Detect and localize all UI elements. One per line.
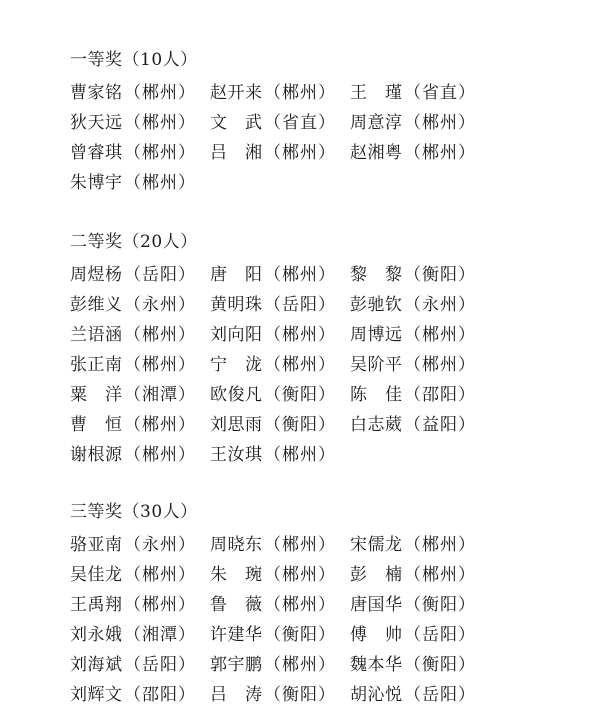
winner-name: 朱博宇 [70,173,122,193]
winner-rows [70,78,476,198]
winner-name: 王 瑾 [350,83,402,103]
winner-region: （郴州） [124,113,196,133]
winner-name: 魏本华 [350,655,402,675]
winner-region: （衡阳） [264,685,336,705]
winner-entry [210,290,336,320]
winner-entry [70,560,196,590]
winner-row [70,138,476,168]
winner-region: （郴州） [264,595,336,615]
winner-name: 王汝琪 [210,445,262,465]
winner-row [70,440,470,470]
winner-name: 周晓东 [210,535,262,555]
winner-region: （郴州） [124,445,196,465]
winner-region: （岳阳） [404,685,476,705]
winner-row [70,168,470,198]
winner-entry [210,650,336,680]
winner-region: （郴州） [124,355,196,375]
winner-region: （衡阳） [264,625,336,645]
section-first-prize [70,50,476,198]
winner-region: （永州） [404,295,476,315]
winner-entry [210,350,336,380]
winner-name: 白志葳 [350,415,402,435]
winner-region: （郴州） [124,325,196,345]
winner-region: （郴州） [264,535,336,555]
winner-region: （郴州） [264,265,336,285]
winner-entry [350,380,476,410]
winner-region: （郴州） [124,595,196,615]
winner-entry [350,290,476,320]
winner-name: 欧俊凡 [210,385,262,405]
section-third-prize [70,502,476,710]
winner-row [70,410,476,440]
winner-entry [210,530,336,560]
winner-region: （湘潭） [124,625,196,645]
winner-entry [350,320,476,350]
winner-name: 刘永娥 [70,625,122,645]
winner-name: 黎 黎 [350,265,402,285]
winner-region: （郴州） [404,113,476,133]
winner-region: （郴州） [404,325,476,345]
winner-name: 傅 帅 [350,625,402,645]
winner-entry [70,680,196,710]
winner-region: （岳阳） [124,655,196,675]
winner-name: 陈 佳 [350,385,402,405]
winner-rows [70,530,476,710]
winner-entry [210,560,336,590]
winner-region: （郴州） [124,173,196,193]
winner-region: （益阳） [404,415,476,435]
winner-row [70,260,476,290]
winner-entry [70,620,196,650]
winner-name: 吴阶平 [350,355,402,375]
winner-entry [350,260,476,290]
winner-entry [210,108,336,138]
winner-region: （郴州） [264,445,336,465]
winner-region: （郴州） [264,565,336,585]
winner-entry [350,138,476,168]
winner-region: （郴州） [264,655,336,675]
winner-region: （邵阳） [124,685,196,705]
winner-region: （省直） [404,83,476,103]
winner-name: 鲁 薇 [210,595,262,615]
winner-name: 粟 洋 [70,385,122,405]
winner-entry [70,260,196,290]
winner-entry [210,620,336,650]
winner-region: （岳阳） [124,265,196,285]
winner-region: （省直） [264,113,336,133]
winner-name: 彭驰钦 [350,295,402,315]
winner-entry [210,590,336,620]
section-heading: 一等奖（10人） [70,50,198,70]
winner-name: 刘向阳 [210,325,262,345]
winner-name: 骆亚南 [70,535,122,555]
winner-name: 唐国华 [350,595,402,615]
winner-region: （永州） [124,535,196,555]
winner-entry [70,350,196,380]
winner-row [70,350,476,380]
winner-name: 吴佳龙 [70,565,122,585]
winner-name: 兰语涵 [70,325,122,345]
winner-row [70,650,476,680]
winner-name: 刘海斌 [70,655,122,675]
winner-name: 彭 楠 [350,565,402,585]
winner-name: 彭维义 [70,295,122,315]
winner-region: （郴州） [264,325,336,345]
winner-row [70,290,476,320]
winner-name: 王禹翔 [70,595,122,615]
winner-region: （郴州） [124,143,196,163]
winner-name: 周煜杨 [70,265,122,285]
winner-region: （衡阳） [404,655,476,675]
winner-name: 周意淳 [350,113,402,133]
winner-region: （邵阳） [404,385,476,405]
winner-row [70,560,476,590]
winner-rows [70,260,476,470]
winner-entry [70,108,196,138]
winner-entry [70,290,196,320]
winner-name: 吕 涛 [210,685,262,705]
winner-entry [70,440,196,470]
winner-name: 许建华 [210,625,262,645]
winner-entry [70,168,196,198]
winner-name: 郭宇鹏 [210,655,262,675]
winner-name: 宁 泷 [210,355,262,375]
winner-name: 谢根源 [70,445,122,465]
section-heading: 三等奖（30人） [70,502,198,522]
winner-row [70,78,476,108]
winner-entry [70,410,196,440]
winner-entry [210,320,336,350]
winner-region: （郴州） [404,143,476,163]
winner-name: 吕 湘 [210,143,262,163]
winner-name: 刘辉文 [70,685,122,705]
winner-entry [70,530,196,560]
winner-entry [350,620,476,650]
winner-region: （郴州） [404,565,476,585]
winner-region: （湘潭） [124,385,196,405]
winner-entry [70,78,196,108]
winner-entry [350,108,476,138]
section-heading: 二等奖（20人） [70,232,198,252]
winner-entry [350,78,476,108]
winner-name: 赵开来 [210,83,262,103]
winner-entry [70,380,196,410]
winner-region: （郴州） [404,355,476,375]
winner-entry [350,350,476,380]
winner-name: 张正南 [70,355,122,375]
winner-entry [210,380,336,410]
winner-region: （衡阳） [264,415,336,435]
winner-region: （郴州） [264,83,336,103]
winner-entry [210,138,336,168]
winner-region: （郴州） [404,535,476,555]
winner-name: 唐 阳 [210,265,262,285]
winner-entry [210,78,336,108]
winner-entry [350,680,476,710]
winner-entry [210,440,336,470]
winner-entry [210,410,336,440]
winner-entry [350,410,476,440]
winner-name: 朱 琬 [210,565,262,585]
winner-entry [350,530,476,560]
winner-row [70,380,476,410]
winner-region: （衡阳） [264,385,336,405]
winner-region: （郴州） [124,415,196,435]
winner-region: （岳阳） [404,625,476,645]
winner-name: 黄明珠 [210,295,262,315]
winner-entry [70,138,196,168]
winner-region: （永州） [124,295,196,315]
winner-entry [350,650,476,680]
winner-region: （郴州） [264,355,336,375]
winner-name: 曹家铭 [70,83,122,103]
winner-name: 刘思雨 [210,415,262,435]
winner-name: 宋儒龙 [350,535,402,555]
winner-entry [350,590,476,620]
winner-region: （岳阳） [264,295,336,315]
winner-region: （郴州） [124,565,196,585]
winner-entry [70,320,196,350]
winner-name: 文 武 [210,113,262,133]
winner-name: 曾睿琪 [70,143,122,163]
winner-row [70,680,476,710]
section-second-prize [70,232,476,470]
winner-region: （衡阳） [404,595,476,615]
winner-name: 曹 恒 [70,415,122,435]
winner-region: （衡阳） [404,265,476,285]
winner-entry [70,650,196,680]
winner-entry [70,590,196,620]
winner-row [70,620,476,650]
winner-row [70,320,476,350]
winner-region: （郴州） [264,143,336,163]
winner-row [70,590,476,620]
winner-entry [210,260,336,290]
winner-name: 赵湘粤 [350,143,402,163]
winner-name: 胡沁悦 [350,685,402,705]
winner-region: （郴州） [124,83,196,103]
winner-row [70,108,476,138]
winner-entry [210,680,336,710]
winner-name: 周博远 [350,325,402,345]
winner-entry [350,560,476,590]
winner-name: 狄天远 [70,113,122,133]
winner-row [70,530,476,560]
